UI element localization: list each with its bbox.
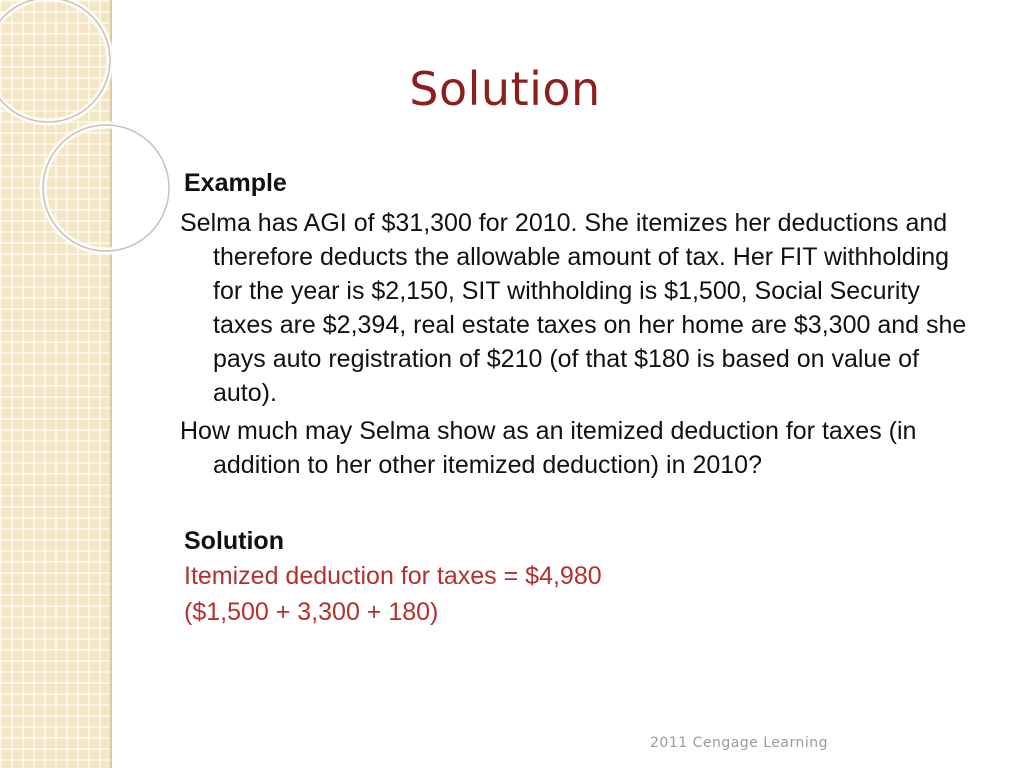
example-heading: Example (184, 169, 287, 197)
slide-title: Solution (409, 62, 601, 116)
example-paragraph-2: How much may Selma show as an itemized deduction for taxes (in addition to her other itemized deduction) in 2010? (180, 417, 917, 479)
solution-block (184, 524, 970, 630)
solution-line-2: ($1,500 + 3,300 + 180) (184, 598, 439, 626)
solution-line-1: Itemized deduction for taxes = $4,980 (184, 562, 602, 590)
footer-copyright: 2011 Cengage Learning (650, 735, 829, 751)
solution-heading: Solution (184, 527, 284, 555)
example-paragraph-1: Selma has AGI of $31,300 for 2010. She itemizes her deductions and therefore deducts the allowable amount of tax. Her FIT withholding for the year is $2,150, SIT withholding is $1,500, Social Security taxes are $2,394, real estate taxes on her home are $3,300 and she pays auto registration of $210 (of that $180 is based on value of auto). (180, 209, 967, 407)
spacer (180, 486, 970, 524)
slide-content (180, 166, 970, 630)
decorative-circles (0, 0, 200, 260)
